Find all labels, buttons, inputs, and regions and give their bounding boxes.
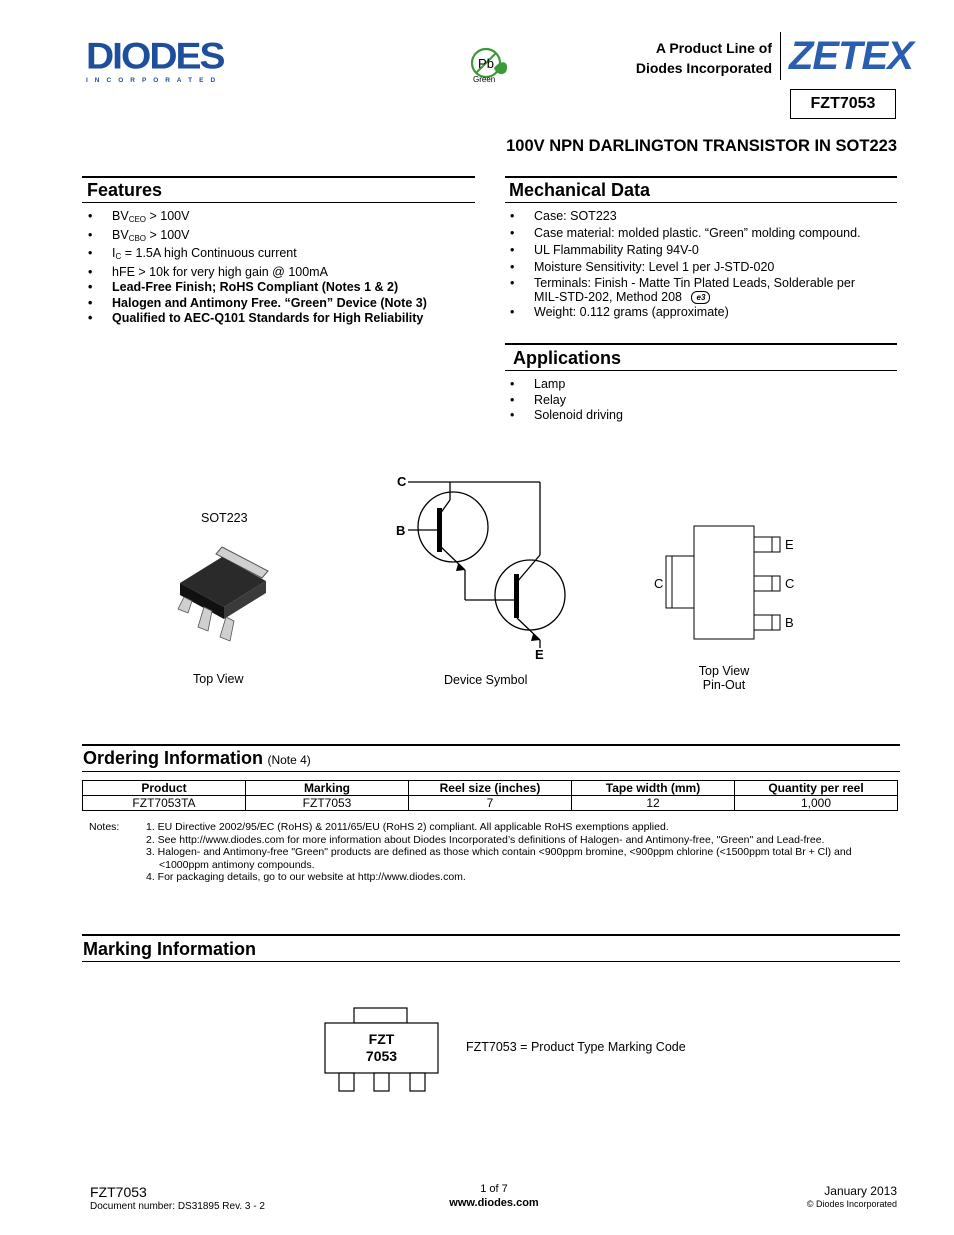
marking-heading: Marking Information <box>83 939 257 959</box>
part-number-box <box>790 89 896 119</box>
header-divider <box>780 32 781 80</box>
col-product: Product <box>83 781 246 796</box>
feature-item: • $I_C = 1.5A$ high Continuous current <box>83 246 473 265</box>
application-item: • Relay <box>505 393 895 409</box>
footer-website[interactable]: www.diodes.com <box>449 1197 539 1209</box>
pinout-c-left: C <box>654 576 664 591</box>
application-item: • Solenoid driving <box>505 408 895 424</box>
col-reel: Reel size (inches) <box>409 781 572 796</box>
e3-icon: e3 <box>691 291 710 304</box>
note-4: 4. For packaging details, go to our website at http://www.diodes.com. <box>146 871 466 883</box>
symbol-pin-e: E <box>535 647 544 662</box>
pinout-e: E <box>785 537 794 552</box>
footer-copyright: © Diodes Incorporated <box>806 1199 897 1209</box>
diodes-logo <box>86 38 256 84</box>
diodes-logo-text: DIODES <box>86 36 224 77</box>
table-row: FZT7053TA FZT7053 7 12 1,000 <box>83 796 898 811</box>
feature-item: • hFE > 10k for very high gain @ 100mA <box>83 265 473 281</box>
note-1: 1. EU Directive 2002/95/EC (RoHS) & 2011/65/EU (RoHS 2) compliant. All applicable RoHS exemptions applied. <box>146 821 669 833</box>
part-number: FZT7053 <box>810 95 876 112</box>
marking-chip-text: FZT 7053 <box>365 1031 398 1064</box>
mechanical-item: • Case material: molded plastic. “Green” molding compound. <box>505 225 895 242</box>
col-marking: Marking <box>246 781 409 796</box>
footer-date: January 2013 <box>824 1184 897 1198</box>
mechanical-rule-top <box>505 176 897 178</box>
package-label: SOT223 <box>201 511 248 525</box>
features-rule-bottom <box>82 202 475 203</box>
applications-rule-bottom <box>505 370 897 371</box>
mechanical-item: • Weight: 0.112 grams (approximate) <box>505 304 895 321</box>
ordering-rule-bottom <box>82 771 900 772</box>
feature-item: • Halogen and Antimony Free. “Green” Device (Note 3) <box>83 296 473 312</box>
application-item: • Lamp <box>505 377 895 393</box>
features-heading: Features <box>87 180 163 200</box>
footer-doc-number: Document number: DS31895 Rev. 3 - 2 <box>90 1201 265 1212</box>
mechanical-list <box>505 208 895 321</box>
feature-item: • Lead-Free Finish; RoHS Compliant (Notes 1 & 2) <box>83 280 473 296</box>
footer-page: 1 of 7 <box>480 1183 508 1195</box>
applications-rule-top <box>505 343 897 345</box>
feature-item: • $BV_{CEO} > 100V$ <box>83 209 473 228</box>
pinout-drawing <box>660 522 790 644</box>
symbol-caption: Device Symbol <box>444 673 528 687</box>
applications-list <box>505 377 895 424</box>
ordering-table <box>82 780 898 811</box>
package-caption: Top View <box>193 672 244 686</box>
notes-label: Notes: <box>89 821 120 833</box>
diodes-logo-subtext: I N C O R P O R A T E D <box>86 77 218 84</box>
product-line-2: Diodes Incorporated <box>635 60 772 76</box>
product-line-1: A Product Line of <box>655 40 772 56</box>
pinout-caption: Top View Pin-Out <box>698 664 750 692</box>
symbol-pin-b: B <box>396 523 406 538</box>
ordering-heading: Ordering Information (Note 4) <box>83 748 311 768</box>
green-label: Green <box>473 75 496 84</box>
marking-rule-top <box>82 934 900 936</box>
sot223-package-drawing <box>170 545 280 645</box>
product-line <box>600 38 772 78</box>
note-3: 3. Halogen- and Antimony-free "Green" products are defined as those which contain <900ppm bromine, <900ppm chlorine (<1500ppm total Br + Cl) and <box>146 846 852 858</box>
note-2: 2. See http://www.diodes.com for more information about Diodes Incorporated’s definitions of Halogen- and Antimony-free, "Green" and Lead-free. <box>146 833 825 846</box>
feature-item: • Qualified to AEC-Q101 Standards for High Reliability <box>83 311 473 327</box>
ordering-rule-top <box>82 744 900 746</box>
feature-item: • $BV_{CBO} > 100V$ <box>83 228 473 247</box>
symbol-pin-c: C <box>397 474 407 489</box>
ordering-header-row <box>83 781 898 796</box>
col-qty: Quantity per reel <box>735 781 898 796</box>
mechanical-heading: Mechanical Data <box>509 180 651 200</box>
zetex-logo: ZETEX <box>789 34 913 78</box>
page-title: 100V NPN DARLINGTON TRANSISTOR IN SOT223 <box>506 137 897 155</box>
footer-part: FZT7053 <box>90 1184 147 1200</box>
ordering-note-ref: (Note 4) <box>267 753 311 767</box>
col-tape: Tape width (mm) <box>572 781 735 796</box>
mechanical-item: • UL Flammability Rating 94V-0 <box>505 242 895 259</box>
marking-rule-bottom <box>82 961 900 962</box>
applications-heading: Applications <box>513 348 622 368</box>
features-rule-top <box>82 176 475 178</box>
mechanical-item: • Moisture Sensitivity: Level 1 per J-STD-020 <box>505 259 895 276</box>
note-3-cont: <1000ppm antimony compounds. <box>159 858 315 871</box>
svg-text:Pb: Pb <box>478 56 494 71</box>
pinout-c-right: C <box>785 576 795 591</box>
mechanical-item: • Case: SOT223 <box>505 208 895 225</box>
darlington-symbol <box>390 470 580 670</box>
notes-list <box>146 821 896 884</box>
features-list <box>83 209 473 327</box>
marking-legend: FZT7053 = Product Type Marking Code <box>466 1040 686 1054</box>
green-badge <box>466 44 510 88</box>
pinout-b: B <box>785 615 794 630</box>
mechanical-rule-bottom <box>505 202 897 203</box>
mechanical-item: • Terminals: Finish - Matte Tin Plated Leads, Solderable per MIL-STD-202, Method 208 e3 <box>505 276 895 304</box>
